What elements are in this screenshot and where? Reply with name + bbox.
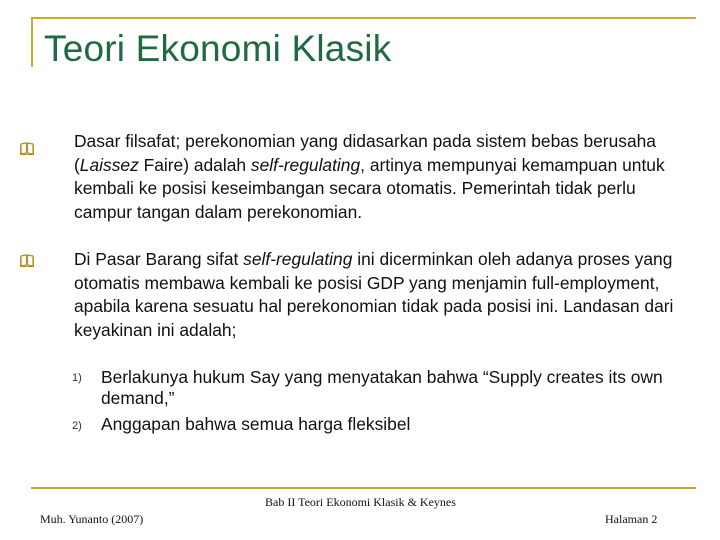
bullet-1-italic-b: self-regulating — [250, 154, 361, 175]
bullet-2-text-a: Di Pasar Barang sifat — [74, 249, 244, 269]
slide-title: Teori Ekonomi Klasik — [44, 28, 392, 69]
footer-page-number: Halaman 2 — [605, 512, 658, 526]
bullet-1-text-b: Faire) adalah — [138, 154, 251, 175]
bullet-2-italic: self-regulating — [243, 249, 353, 269]
bullet-paragraph-2 — [74, 248, 694, 342]
book-icon — [20, 141, 34, 155]
frame-left-line — [31, 17, 33, 67]
subitem-text: Berlakunya hukum Say yang menyatakan bahwa “Supply creates its own demand,” — [101, 367, 663, 408]
book-icon — [20, 253, 34, 267]
footer-center-text: Bab II Teori Ekonomi Klasik & Keynes — [265, 495, 456, 509]
bullet-2-text-b: ini dicerminkan oleh adanya proses yang otomatis membawa kembali ke posisi GDP yang menjamin full-employment, apabila karena sesuatu hal perekonomian tidak pada posisi ini. Landasan dari keyakinan ini adalah; — [74, 249, 674, 340]
subitem-number: 1) — [72, 372, 82, 384]
bullet-paragraph-1 — [74, 130, 694, 224]
bullet-1-text-c: , artinya mempunyai kemampuan untuk kembali ke posisi keseimbangan secara otomatis. Pemerintah tidak perlu campur tangan dalam perekonomian. — [74, 154, 665, 222]
footer-author: Muh. Yunanto (2007) — [40, 512, 144, 526]
frame-top-line — [31, 17, 696, 19]
bullet-1-italic-a: Laissez — [79, 154, 139, 175]
subitem-number: 2) — [72, 420, 82, 432]
bullet-1-text-a: Dasar filsafat; perekonomian yang didasarkan pada sistem bebas berusaha ( — [74, 131, 656, 175]
subitem-text: Anggapan bahwa semua harga fleksibel — [101, 414, 411, 434]
footer-divider — [31, 487, 696, 489]
